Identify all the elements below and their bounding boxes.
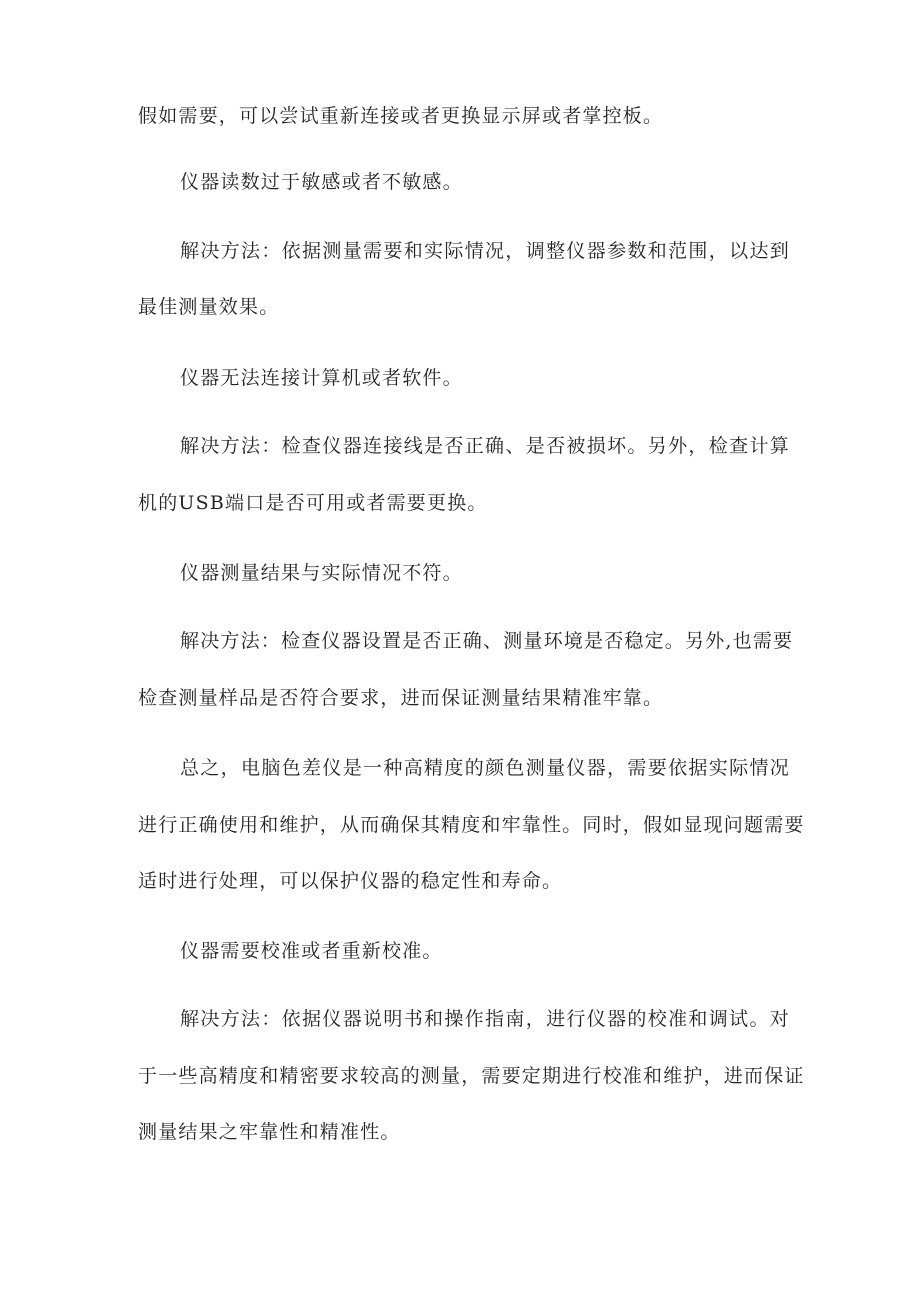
text-line: 测量结果之牢靠性和精准性。 (138, 1121, 401, 1143)
text-line: 机的USB端口是否可用或者需要更换。 (138, 492, 488, 514)
issue-heading: 仪器读数过于敏感或者不敏感。 (180, 171, 463, 193)
text-line: 检查测量样品是否符合要求，进而保证测量结果精准牢靠。 (138, 687, 664, 709)
issue-heading: 仪器需要校准或者重新校准。 (180, 940, 443, 962)
summary-line: 总之，电脑色差仪是一种高精度的颜色测量仪器，需要依据实际情况 (180, 757, 790, 779)
solution-line: 解决方法：依据仪器说明书和操作指南，进行仪器的校准和调试。对 (180, 1008, 790, 1030)
solution-line: 解决方法：检查仪器连接线是否正确、是否被损坏。另外，检查计算 (180, 435, 790, 457)
issue-heading: 仪器无法连接计算机或者软件。 (180, 367, 463, 389)
text-line: 于一些高精度和精密要求较高的测量，需要定期进行校准和维护，进而保证 (138, 1065, 805, 1087)
text-line: 假如需要，可以尝试重新连接或者更换显示屏或者掌控板。 (138, 105, 664, 127)
issue-heading: 仪器测量结果与实际情况不符。 (180, 562, 463, 584)
solution-line: 解决方法：依据测量需要和实际情况，调整仪器参数和范围，以达到 (180, 240, 790, 262)
summary-line: 进行正确使用和维护，从而确保其精度和牢靠性。同时，假如显现问题需要 (138, 814, 805, 836)
solution-line: 解决方法：检查仪器设置是否正确、测量环境是否稳定。另外,也需要 (180, 630, 794, 652)
summary-line: 适时进行处理，可以保护仪器的稳定性和寿命。 (138, 870, 563, 892)
text-line: 最佳测量效果。 (138, 296, 280, 318)
